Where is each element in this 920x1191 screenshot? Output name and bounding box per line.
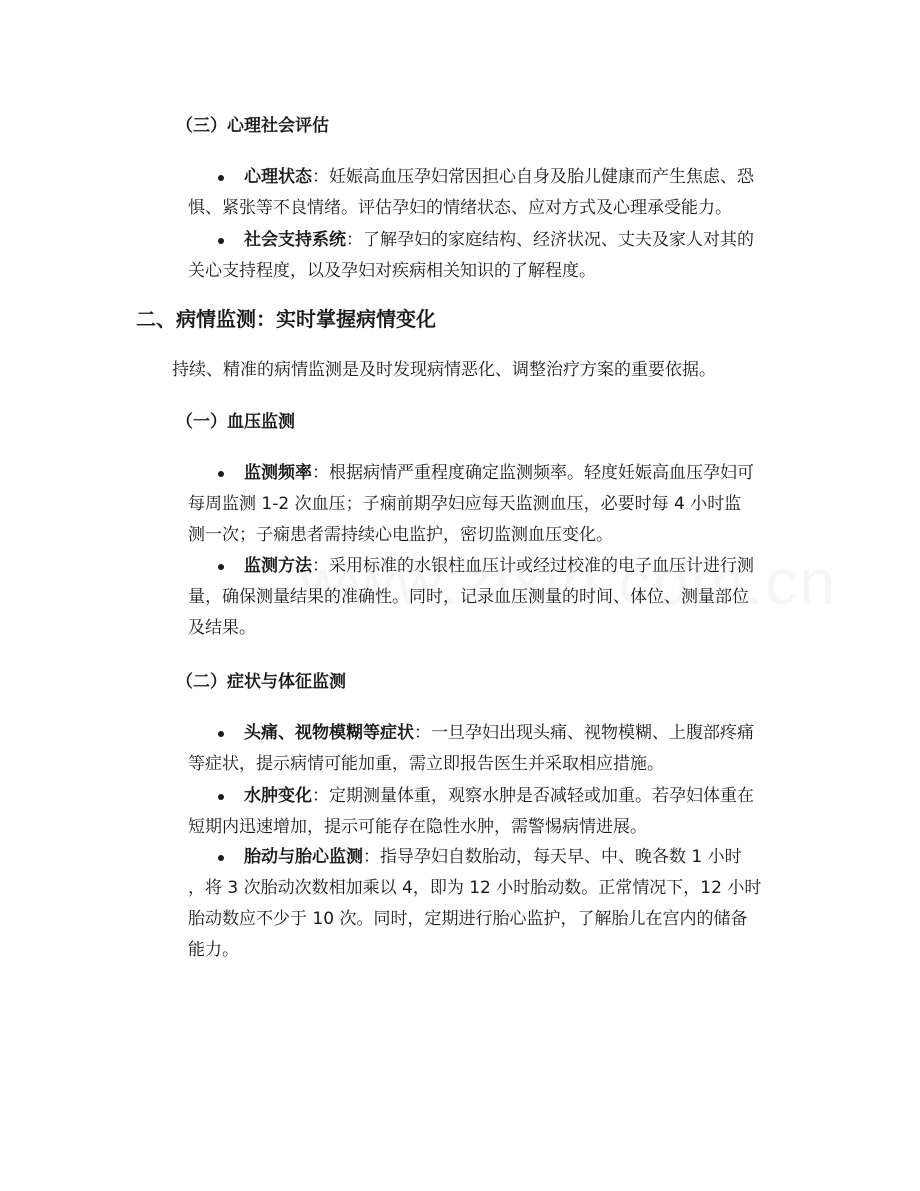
- item-text: 每周监测 1-2 次血压；子痫前期孕妇应每天监测血压，必要时每 4 小时监: [188, 494, 742, 514]
- bullet-icon: [218, 471, 224, 477]
- item-text: 采用标准的水银柱血压计或经过校准的电子血压计进行测: [329, 556, 754, 576]
- list-item-fetal: 胎动与胎心监测：指导孕妇自数胎动，每天早、中、晚各数 1 小时 ，将 3 次胎动次数相加乘以 4，即为 12 小时胎动数。正常情况下，12 小时 胎动数应不少于 10 次。同时，定期进行胎心监护，了解胎儿在宫内的储备 能力。: [188, 842, 788, 966]
- list-item-headache: 头痛、视物模糊等症状：一旦孕妇出现头痛、视物模糊、上腹部疼痛 等症状，提示病情可能加重，需立即报告医生并采取相应措施。: [188, 718, 788, 780]
- section-heading-symptoms: （二）症状与体征监测: [176, 672, 346, 692]
- item-text: 了解孕妇的家庭结构、经济状况、丈夫及家人对其的: [363, 230, 754, 250]
- bullet-icon: [218, 855, 224, 861]
- item-term: 水肿变化: [244, 786, 312, 806]
- item-text: 一旦孕妇出现头痛、视物模糊、上腹部疼痛: [431, 723, 754, 743]
- item-text: 定期测量体重，观察水肿是否减轻或加重。若孕妇体重在: [329, 786, 754, 806]
- bullet-icon: [218, 731, 224, 737]
- list-item-psych-state: 心理状态：妊娠高血压孕妇常因担心自身及胎儿健康而产生焦虑、恐 惧、紧张等不良情绪。评估孕妇的情绪状态、应对方式及心理承受能力。: [188, 162, 788, 224]
- item-text: 量，确保测量结果的准确性。同时，记录血压测量的时间、体位、测量部位: [188, 587, 749, 607]
- item-text: 惧、紧张等不良情绪。评估孕妇的情绪状态、应对方式及心理承受能力。: [188, 198, 732, 218]
- item-text: 妊娠高血压孕妇常因担心自身及胎儿健康而产生焦虑、恐: [329, 167, 754, 187]
- item-text: 胎动数应不少于 10 次。同时，定期进行胎心监护，了解胎儿在宫内的储备: [188, 909, 748, 929]
- item-term: 监测方法: [244, 556, 312, 576]
- item-text: 等症状，提示病情可能加重，需立即报告医生并采取相应措施。: [188, 754, 664, 774]
- item-term: 胎动与胎心监测: [244, 847, 363, 867]
- item-text: 能力。: [188, 940, 239, 960]
- section-heading-bp: （一）血压监测: [176, 412, 295, 432]
- item-term: 监测频率: [244, 463, 312, 483]
- item-text: 短期内迅速增加，提示可能存在隐性水肿，需警惕病情进展。: [188, 817, 647, 837]
- intro-paragraph: 持续、精准的病情监测是及时发现病情恶化、调整治疗方案的重要依据。: [172, 360, 716, 380]
- list-item-method: 监测方法：采用标准的水银柱血压计或经过校准的电子血压计进行测 量，确保测量结果的准确性。同时，记录血压测量的时间、体位、测量部位 及结果。: [188, 551, 788, 644]
- part-heading-monitoring: 二、病情监测：实时掌握病情变化: [136, 307, 436, 331]
- list-item-frequency: 监测频率：根据病情严重程度确定监测频率。轻度妊娠高血压孕妇可 每周监测 1-2 次血压；子痫前期孕妇应每天监测血压，必要时每 4 小时监 测一次；子痫患者需持续心电监护，密切监测血压变化。: [188, 458, 788, 551]
- item-term: 头痛、视物模糊等症状: [244, 723, 414, 743]
- item-text: 指导孕妇自数胎动，每天早、中、晚各数 1 小时: [380, 847, 742, 867]
- item-term: 心理状态: [244, 167, 312, 187]
- item-term: 社会支持系统: [244, 230, 346, 250]
- item-text: 测一次；子痫患者需持续心电监护，密切监测血压变化。: [188, 525, 613, 545]
- bullet-icon: [218, 175, 224, 181]
- section-heading-psychosocial: （三）心理社会评估: [176, 116, 329, 136]
- bullet-icon: [218, 794, 224, 800]
- list-item-edema: 水肿变化：定期测量体重，观察水肿是否减轻或加重。若孕妇体重在 短期内迅速增加，提示可能存在隐性水肿，需警惕病情进展。: [188, 781, 788, 843]
- list-item-social-support: 社会支持系统：了解孕妇的家庭结构、经济状况、丈夫及家人对其的 关心支持程度，以及孕妇对疾病相关知识的了解程度。: [188, 225, 788, 287]
- bullet-icon: [218, 238, 224, 244]
- item-text: 关心支持程度，以及孕妇对疾病相关知识的了解程度。: [188, 261, 596, 281]
- item-text: 及结果。: [188, 618, 256, 638]
- item-text: ，将 3 次胎动次数相加乘以 4，即为 12 小时胎动数。正常情况下，12 小时: [188, 878, 762, 898]
- item-text: 根据病情严重程度确定监测频率。轻度妊娠高血压孕妇可: [329, 463, 754, 483]
- bullet-icon: [218, 564, 224, 570]
